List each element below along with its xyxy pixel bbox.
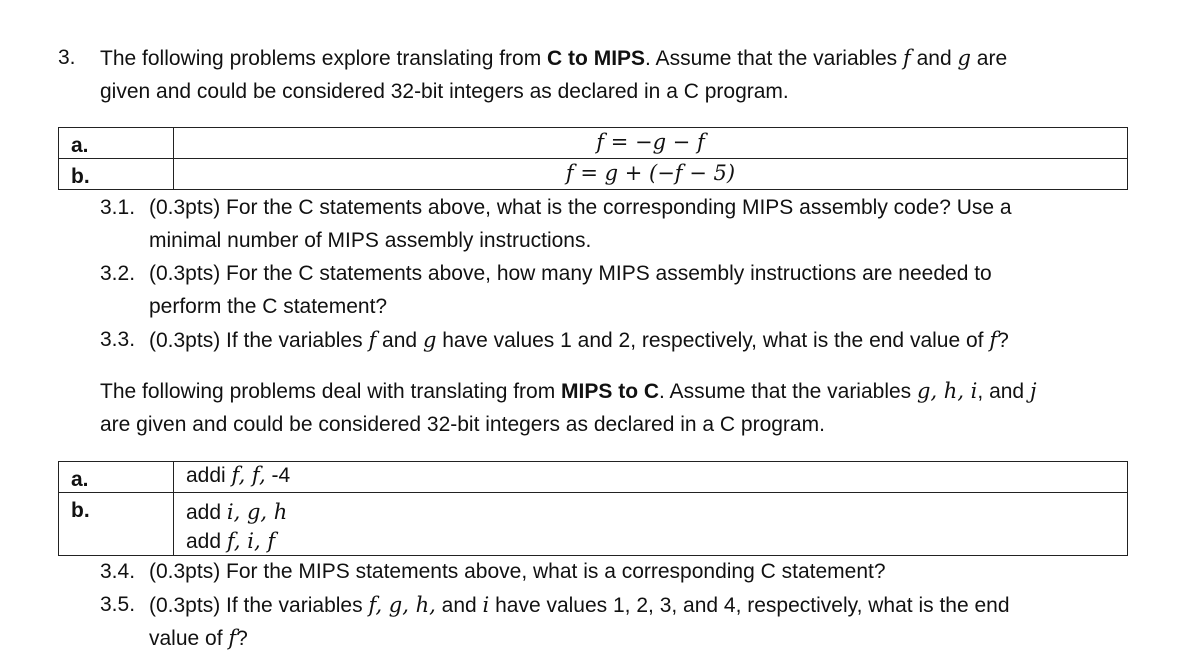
q35-pre: (0.3pts) If the variables — [149, 594, 369, 617]
mips-instruction — [186, 464, 1127, 486]
vars-fgh: f, g, h, — [368, 593, 436, 617]
q3-intro-post: are — [970, 47, 1008, 70]
mips-statements-table — [58, 461, 1128, 556]
q3-and: and — [910, 47, 958, 70]
question-3-intro-line2: given and could be considered 32-bit integers as declared in a C program. — [100, 80, 789, 103]
mips-code-cell — [174, 493, 1128, 556]
question-3-5-line1 — [149, 593, 1010, 618]
c-expression: f = −g − f — [174, 128, 1128, 159]
var-g: g — [422, 328, 437, 352]
mips-imm: -4 — [265, 464, 291, 487]
table-row — [59, 159, 1128, 190]
mips-intro-pre: The following problems deal with translating from — [100, 380, 562, 403]
q33-q: ? — [997, 329, 1009, 352]
var-i: i — [482, 593, 490, 617]
q33-post: have values 1 and 2, respectively, what is the end value of — [436, 329, 990, 352]
c-statements-table — [58, 127, 1128, 190]
question-3-2-line1: (0.3pts) For the C statements above, how many MIPS assembly instructions are needed to — [149, 262, 992, 285]
mips-intro-and: , and — [977, 380, 1030, 403]
mips-op: addi — [186, 464, 232, 487]
q33-and: and — [376, 329, 423, 352]
q35-q: ? — [236, 627, 248, 650]
question-3-intro-line1 — [100, 46, 1007, 71]
mips-op: add — [186, 501, 227, 524]
question-3-1-line2: minimal number of MIPS assembly instructions. — [149, 229, 592, 252]
q3-intro-mid: . Assume that the variables — [645, 47, 904, 70]
table-row — [59, 462, 1128, 493]
question-3-4-line1: (0.3pts) For the MIPS statements above, what is a corresponding C statement? — [149, 560, 886, 583]
var-g: g — [957, 46, 971, 70]
mips-intro-line1 — [100, 379, 1036, 404]
mips-args: i, g, h — [226, 500, 288, 524]
q3-intro-pre: The following problems explore translating from — [100, 47, 548, 70]
var-f: f — [368, 328, 377, 352]
mips-instruction — [186, 497, 1127, 527]
mips-intro-line2: are given and could be considered 32-bit integers as declared in a C program. — [100, 413, 825, 436]
question-3-1-number: 3.1. — [100, 196, 136, 219]
mips-code-cell — [174, 462, 1128, 493]
q3-intro-bold: C to MIPS — [547, 47, 646, 70]
q35-post: have values 1, 2, 3, and 4, respectively, what is the end — [489, 594, 1010, 617]
mips-intro-bold: MIPS to C — [561, 380, 660, 403]
row-label: a. — [59, 462, 174, 493]
table-row — [59, 128, 1128, 159]
question-3-2-number: 3.2. — [100, 262, 136, 285]
row-label: b. — [59, 493, 174, 556]
row-label: a. — [59, 128, 174, 159]
table-row — [59, 493, 1128, 556]
question-3-5-line2 — [149, 626, 248, 651]
mips-intro-mid: . Assume that the variables — [659, 380, 918, 403]
question-3-4-number: 3.4. — [100, 560, 136, 583]
question-3-5-number: 3.5. — [100, 593, 136, 616]
var-j: j — [1029, 379, 1037, 403]
c-expression: f = g + (−f − 5) — [174, 159, 1128, 190]
var-f: f — [228, 626, 237, 650]
var-f: f — [903, 46, 911, 70]
q35-line2-pre: value of — [149, 627, 229, 650]
question-3-number: 3. — [58, 46, 76, 69]
mips-args: f, i, f — [226, 529, 276, 553]
question-3-1-line1: (0.3pts) For the C statements above, what is the corresponding MIPS assembly code? Use a — [149, 196, 1012, 219]
question-3-3-line1 — [149, 328, 1009, 353]
row-label: b. — [59, 159, 174, 190]
question-3-2-line2: perform the C statement? — [149, 295, 388, 318]
question-3-3-number: 3.3. — [100, 328, 136, 351]
mips-op: add — [186, 530, 227, 553]
q35-and: and — [435, 594, 483, 617]
mips-instruction — [186, 527, 1127, 555]
var-f: f — [989, 328, 998, 352]
mips-args: f, f, — [231, 463, 266, 487]
vars-ghi: g, h, i — [917, 379, 978, 403]
q33-pre: (0.3pts) If the variables — [149, 329, 369, 352]
